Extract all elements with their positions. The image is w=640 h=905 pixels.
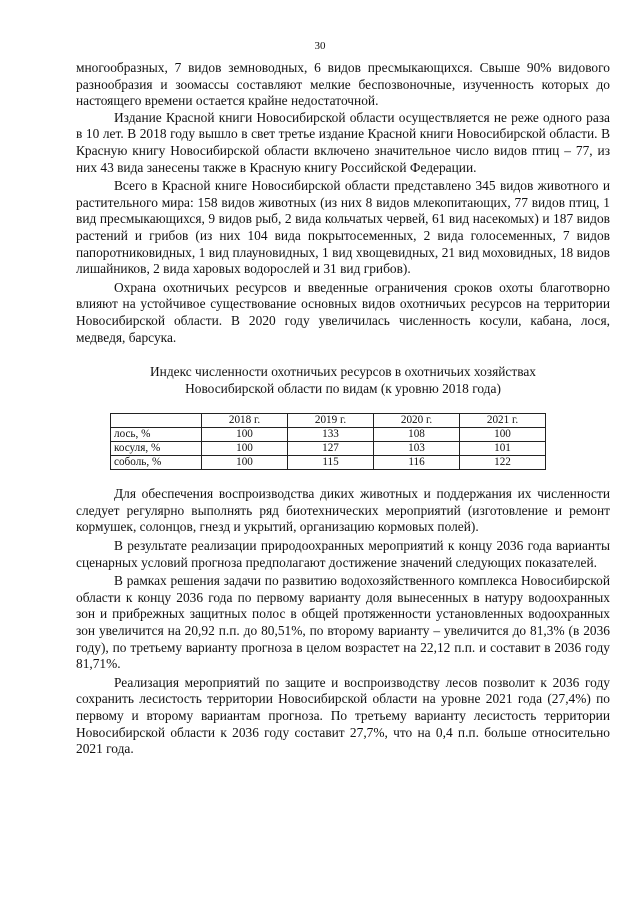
hunting-resources-table <box>110 413 546 470</box>
table-row <box>111 428 546 442</box>
document-body <box>76 60 610 758</box>
table-cell: 122 <box>460 456 546 470</box>
table-cell: 133 <box>288 428 374 442</box>
paragraph: Реализация мероприятий по защите и воспроизводству лесов позволит к 2036 году сохранить лесистость территории Новосибирской области на уровне 2021 года (27,4%) по первому и второму вариантам прогноза. По третьему варианту лесистость территории Новосибирской области к 2036 году составит 27,7%, что на 0,4 п.п. больше относительно 2021 года. <box>76 674 610 757</box>
page-number: 30 <box>314 40 326 52</box>
paragraph: В рамках решения задачи по развитию водохозяйственного комплекса Новосибирской области к концу 2036 года по первому варианту доля вынесенных в натуру водоохранных зон и прибрежных защитных полос в общей протяженности установленных водоохранных зон увеличится на 20,92 п.п. до 80,51%, по второму варианту – увеличится до 81,3% (в 2036 году), по третьему варианту прогноза в целом возрастет на 22,12 п.п. и составит в 2036 году 81,71%. <box>76 573 610 672</box>
paragraph: Всего в Красной книге Новосибирской области представлено 345 видов животного и растительного мира: 158 видов животных (из них 8 видов млекопитающих, 77 видов птиц, 1 вид пресмыкающихся, 9 видов рыб, 2 вида кольчатых червей, 61 вид насекомых) и 187 видов растений и грибов (из них 104 вида покрытосеменных, 2 вида голосеменных, 7 видов папоротниковидных, 1 вид плауновидных, 1 вид хвощевидных, 21 вид моховидных, 18 видов лишайников, 2 вида харовых водорослей и 31 вид грибов). <box>76 178 610 277</box>
paragraph: В результате реализации природоохранных мероприятий к концу 2036 года варианты сценарных условий прогноза предполагают достижение значений следующих показателей. <box>76 538 610 570</box>
table-header-cell: 2020 г. <box>374 414 460 428</box>
table-row <box>111 456 546 470</box>
table-caption <box>76 364 610 397</box>
table-header-cell: 2018 г. <box>202 414 288 428</box>
table-cell: 116 <box>374 456 460 470</box>
table-header-cell: 2019 г. <box>288 414 374 428</box>
table-cell: 103 <box>374 442 460 456</box>
table-row <box>111 442 546 456</box>
table-cell: 127 <box>288 442 374 456</box>
table-cell: 100 <box>202 456 288 470</box>
table-cell: косуля, % <box>111 442 202 456</box>
table-header-cell <box>111 414 202 428</box>
table-caption-line: Новосибирской области по видам (к уровню 2018 года) <box>185 380 501 396</box>
paragraph: многообразных, 7 видов земноводных, 6 видов пресмыкающихся. Свыше 90% видового разнообразия и зоомассы составляют мелкие беспозвоночные, изученность которых до настоящего времени остается крайне недостаточной. <box>76 60 610 109</box>
table-cell: 101 <box>460 442 546 456</box>
paragraph: Для обеспечения воспроизводства диких животных и поддержания их численности следует регулярно выполнять ряд биотехнических мероприятий (изготовление и ремонт кормушек, солонцов, гнезд и укрытий, организацию кормовых полей). <box>76 486 610 535</box>
table-header-row <box>111 414 546 428</box>
table-cell: 108 <box>374 428 460 442</box>
table-caption-line: Индекс численности охотничьих ресурсов в охотничьих хозяйствах <box>150 364 536 380</box>
table-cell: 100 <box>460 428 546 442</box>
table-cell: соболь, % <box>111 456 202 470</box>
paragraph: Охрана охотничьих ресурсов и введенные ограничения сроков охоты благотворно влияют на устойчивое существование основных видов охотничьих ресурсов на территории Новосибирской области. В 2020 году увеличилась численность косули, кабана, лося, медведя, барсука. <box>76 279 610 345</box>
table-cell: 100 <box>202 442 288 456</box>
paragraph: Издание Красной книги Новосибирской области осуществляется не реже одного раза в 10 лет. В 2018 году вышло в свет третье издание Красной книги Новосибирской области. В Красную книгу Новосибирской области включено значительное число видов птиц – 77, из них 43 вида занесены также в Красную книгу Российской Федерации. <box>76 109 610 175</box>
table-header-cell: 2021 г. <box>460 414 546 428</box>
table-cell: 115 <box>288 456 374 470</box>
table-cell: 100 <box>202 428 288 442</box>
table-cell: лось, % <box>111 428 202 442</box>
